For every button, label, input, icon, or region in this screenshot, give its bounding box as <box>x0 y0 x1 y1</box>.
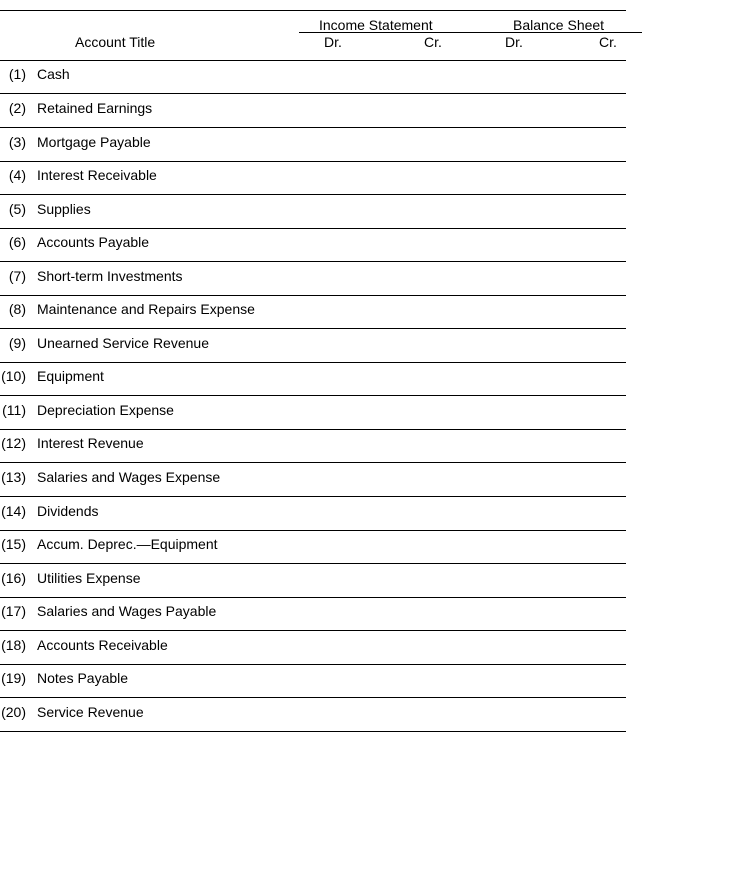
row-number: (3) <box>8 134 26 150</box>
row-number: (12) <box>1 435 26 451</box>
row-number: (5) <box>8 201 26 217</box>
table-row <box>0 161 626 195</box>
table-row <box>0 329 626 363</box>
table-row <box>0 396 626 430</box>
account-title: Salaries and Wages Payable <box>37 603 217 619</box>
account-title-heading: Account Title <box>75 34 156 50</box>
table-row <box>0 195 626 229</box>
table-row <box>0 564 626 598</box>
account-title: Dividends <box>37 503 99 519</box>
account-title: Short-term Investments <box>37 268 183 284</box>
account-title: Utilities Expense <box>37 570 141 586</box>
balance-sheet-cr-heading: Cr. <box>599 34 617 50</box>
income-statement-cr-heading: Cr. <box>424 34 442 50</box>
account-title: Salaries and Wages Expense <box>37 469 221 485</box>
account-title: Accounts Receivable <box>37 637 168 653</box>
row-number: (20) <box>1 704 26 720</box>
table-row <box>0 631 626 665</box>
income-statement-heading: Income Statement <box>319 17 433 33</box>
row-number: (9) <box>8 335 26 351</box>
account-title: Interest Receivable <box>37 167 157 183</box>
row-number: (18) <box>1 637 26 653</box>
row-number: (16) <box>1 570 26 586</box>
row-number: (1) <box>8 66 26 82</box>
row-number: (11) <box>2 402 26 418</box>
row-number: (4) <box>8 167 26 183</box>
account-title: Supplies <box>37 201 91 217</box>
balance-sheet-heading: Balance Sheet <box>513 17 605 33</box>
row-number: (13) <box>1 469 26 485</box>
account-title: Accum. Deprec.—Equipment <box>37 536 218 552</box>
income-statement-dr-heading: Dr. <box>324 34 342 50</box>
table-row <box>0 94 626 128</box>
account-title: Equipment <box>37 368 104 384</box>
account-title: Service Revenue <box>37 704 144 720</box>
table-row <box>0 664 626 698</box>
row-number: (6) <box>8 234 26 250</box>
table-row <box>0 429 626 463</box>
account-title: Cash <box>37 66 70 82</box>
account-title: Maintenance and Repairs Expense <box>37 301 255 317</box>
account-title: Mortgage Payable <box>37 134 151 150</box>
row-number: (8) <box>8 301 26 317</box>
table-row <box>0 228 626 262</box>
account-title: Notes Payable <box>37 670 129 686</box>
table-row <box>0 698 626 732</box>
account-title: Retained Earnings <box>37 100 153 116</box>
account-title: Unearned Service Revenue <box>37 335 209 351</box>
table-row <box>0 128 626 162</box>
table-row <box>0 463 626 497</box>
row-number: (10) <box>1 368 26 384</box>
top-rule <box>0 10 626 11</box>
row-number: (14) <box>1 503 26 519</box>
table-row <box>0 530 626 564</box>
table-row <box>0 597 626 631</box>
table-row <box>0 60 626 94</box>
table-row <box>0 295 626 329</box>
balance-sheet-dr-heading: Dr. <box>505 34 523 50</box>
table-row <box>0 362 626 396</box>
table-row <box>0 262 626 296</box>
row-number: (17) <box>1 603 26 619</box>
row-number: (19) <box>1 670 26 686</box>
account-title: Interest Revenue <box>37 435 144 451</box>
table-row <box>0 497 626 531</box>
row-number: (2) <box>8 100 26 116</box>
account-title: Depreciation Expense <box>37 402 174 418</box>
row-number: (15) <box>1 536 26 552</box>
row-number: (7) <box>8 268 26 284</box>
account-title: Accounts Payable <box>37 234 150 250</box>
